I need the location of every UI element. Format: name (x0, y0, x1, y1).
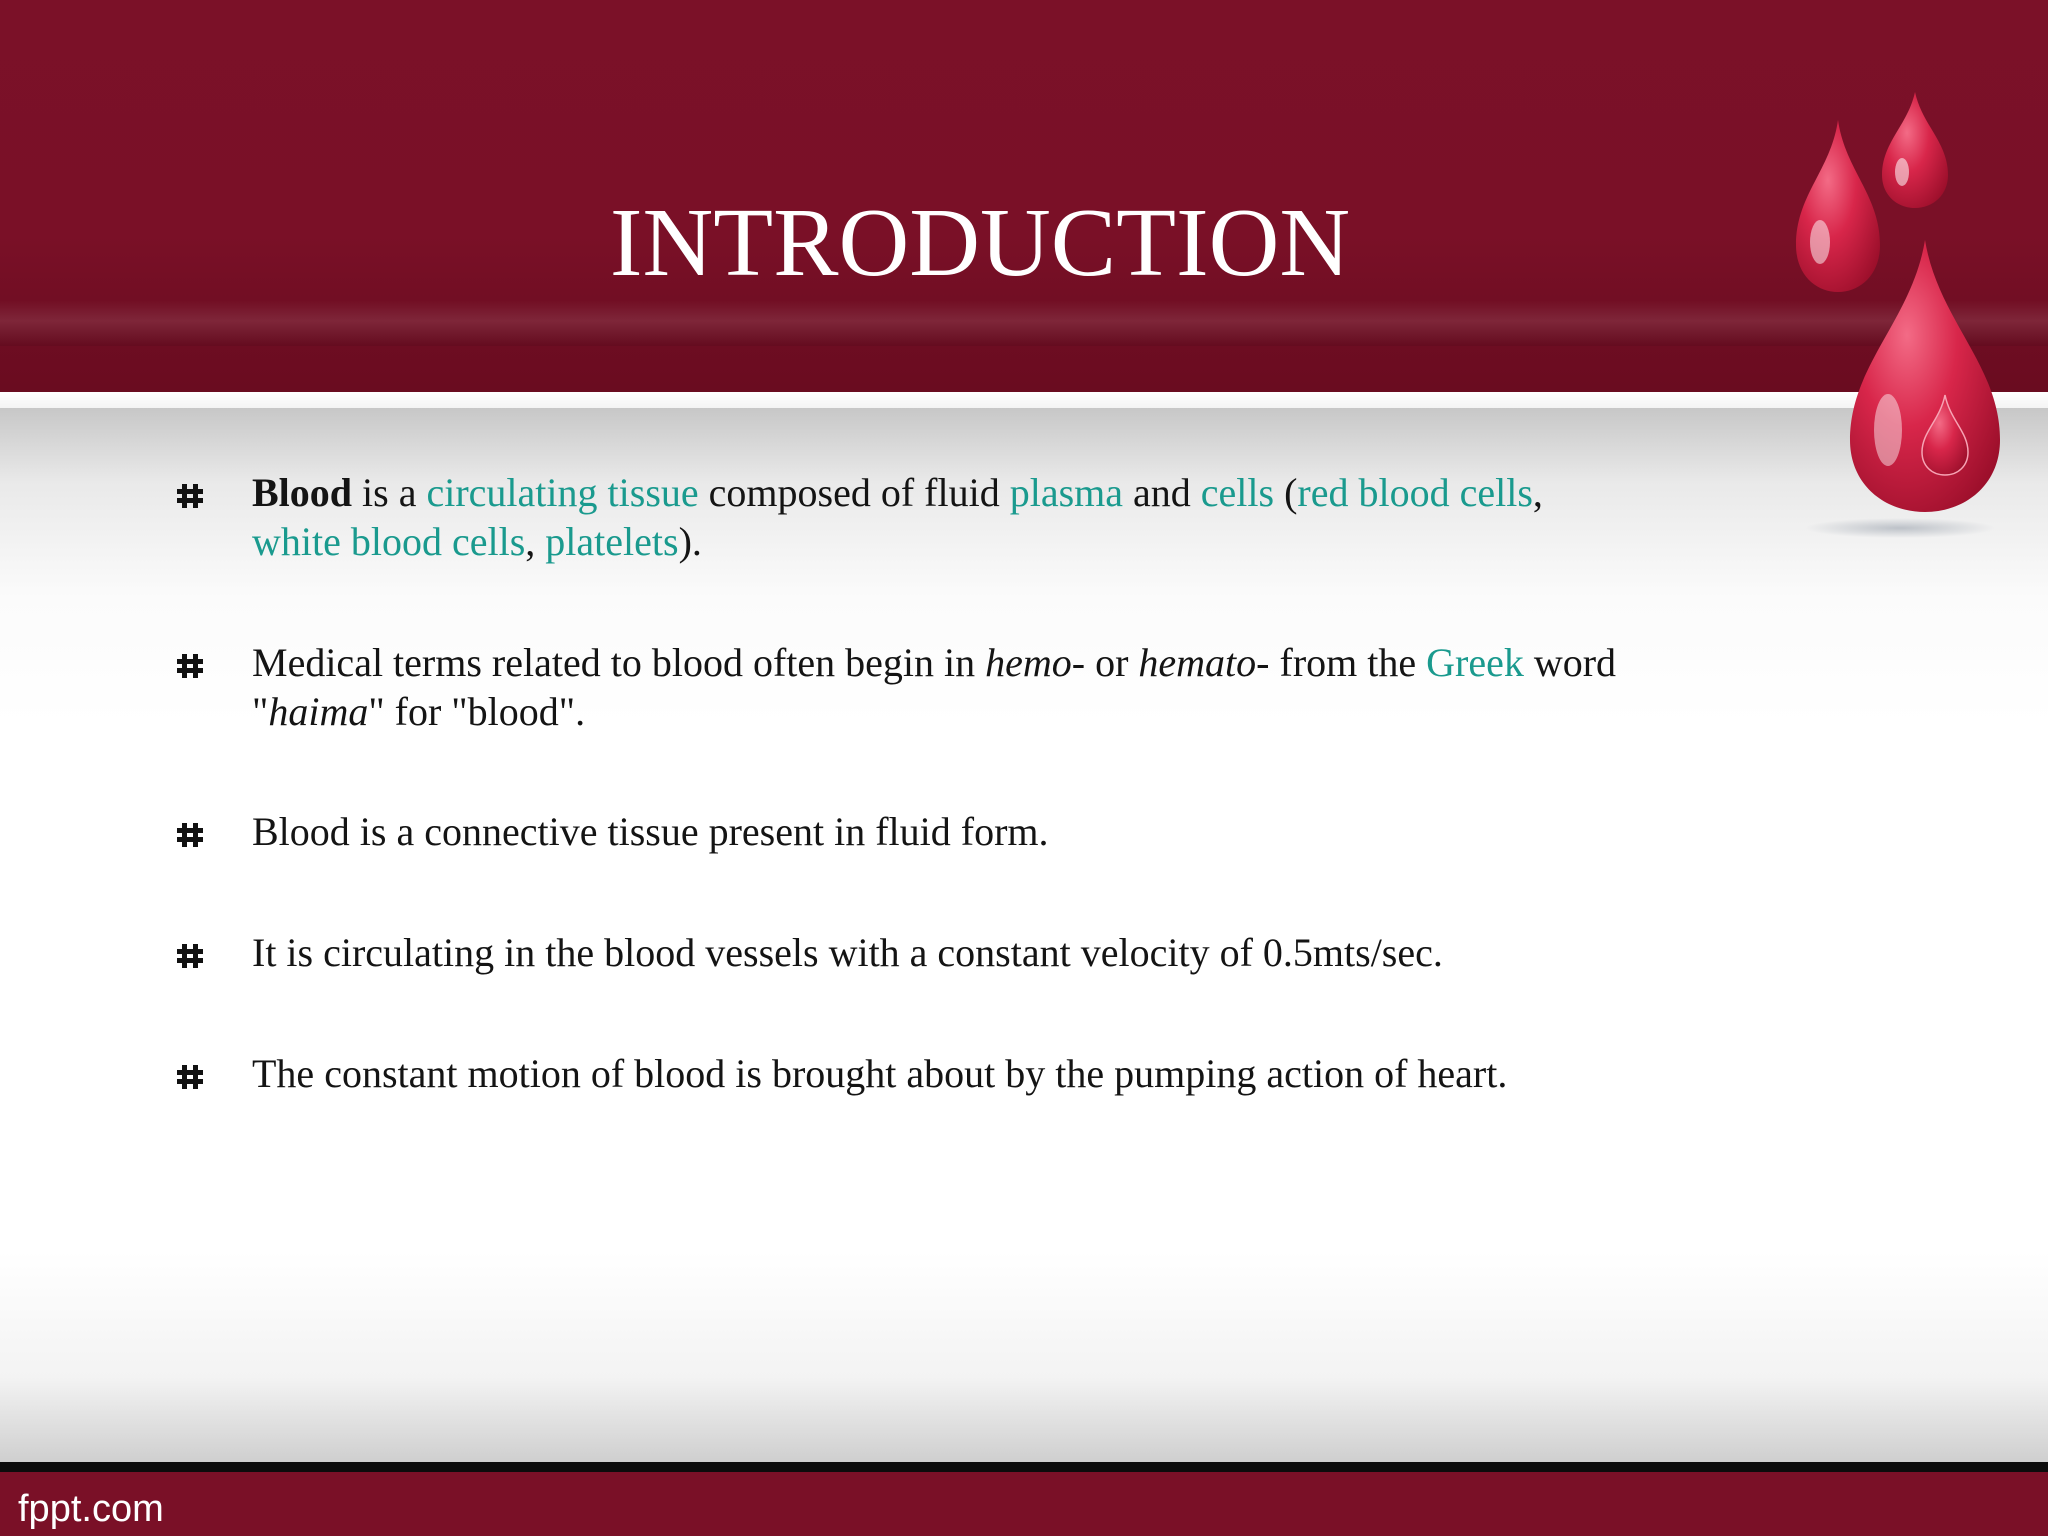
hash-bullet-icon (176, 1063, 204, 1091)
link-platelets[interactable]: platelets (545, 519, 679, 564)
link-cells[interactable]: cells (1200, 470, 1275, 515)
bullet-text: Blood is a circulating tissue composed of fluid plasma and cells (red blood cells, white blood cells, platelets). (252, 470, 1543, 564)
bullet-text: It is circulating in the blood vessels with a constant velocity of 0.5mts/sec. (252, 930, 1443, 975)
link-plasma[interactable]: plasma (1009, 470, 1124, 515)
hash-bullet-icon (176, 821, 204, 849)
hash-bullet-icon (176, 942, 204, 970)
hash-bullet-icon (176, 482, 204, 510)
slide-title: INTRODUCTION (609, 189, 1351, 297)
link-red-blood-cells[interactable]: red blood cells (1297, 470, 1533, 515)
hash-bullet-icon (176, 652, 204, 680)
bullet-text: Blood is a connective tissue present in fluid form. (252, 809, 1049, 854)
header-edge (0, 392, 2048, 408)
link-circulating-tissue[interactable]: circulating tissue (426, 470, 699, 515)
bullet-text: Medical terms related to blood often begin in hemo- or hemato- from the Greek word "haima" for "blood". (252, 640, 1617, 734)
footer-band (0, 1462, 2048, 1536)
header-sheen (0, 300, 2048, 346)
link-white-blood-cells[interactable]: white blood cells (252, 519, 526, 564)
bullet-text: The constant motion of blood is brought about by the pumping action of heart. (252, 1051, 1508, 1096)
link-greek[interactable]: Greek (1426, 640, 1524, 685)
footer-logo[interactable]: fppt.com (18, 1488, 164, 1530)
